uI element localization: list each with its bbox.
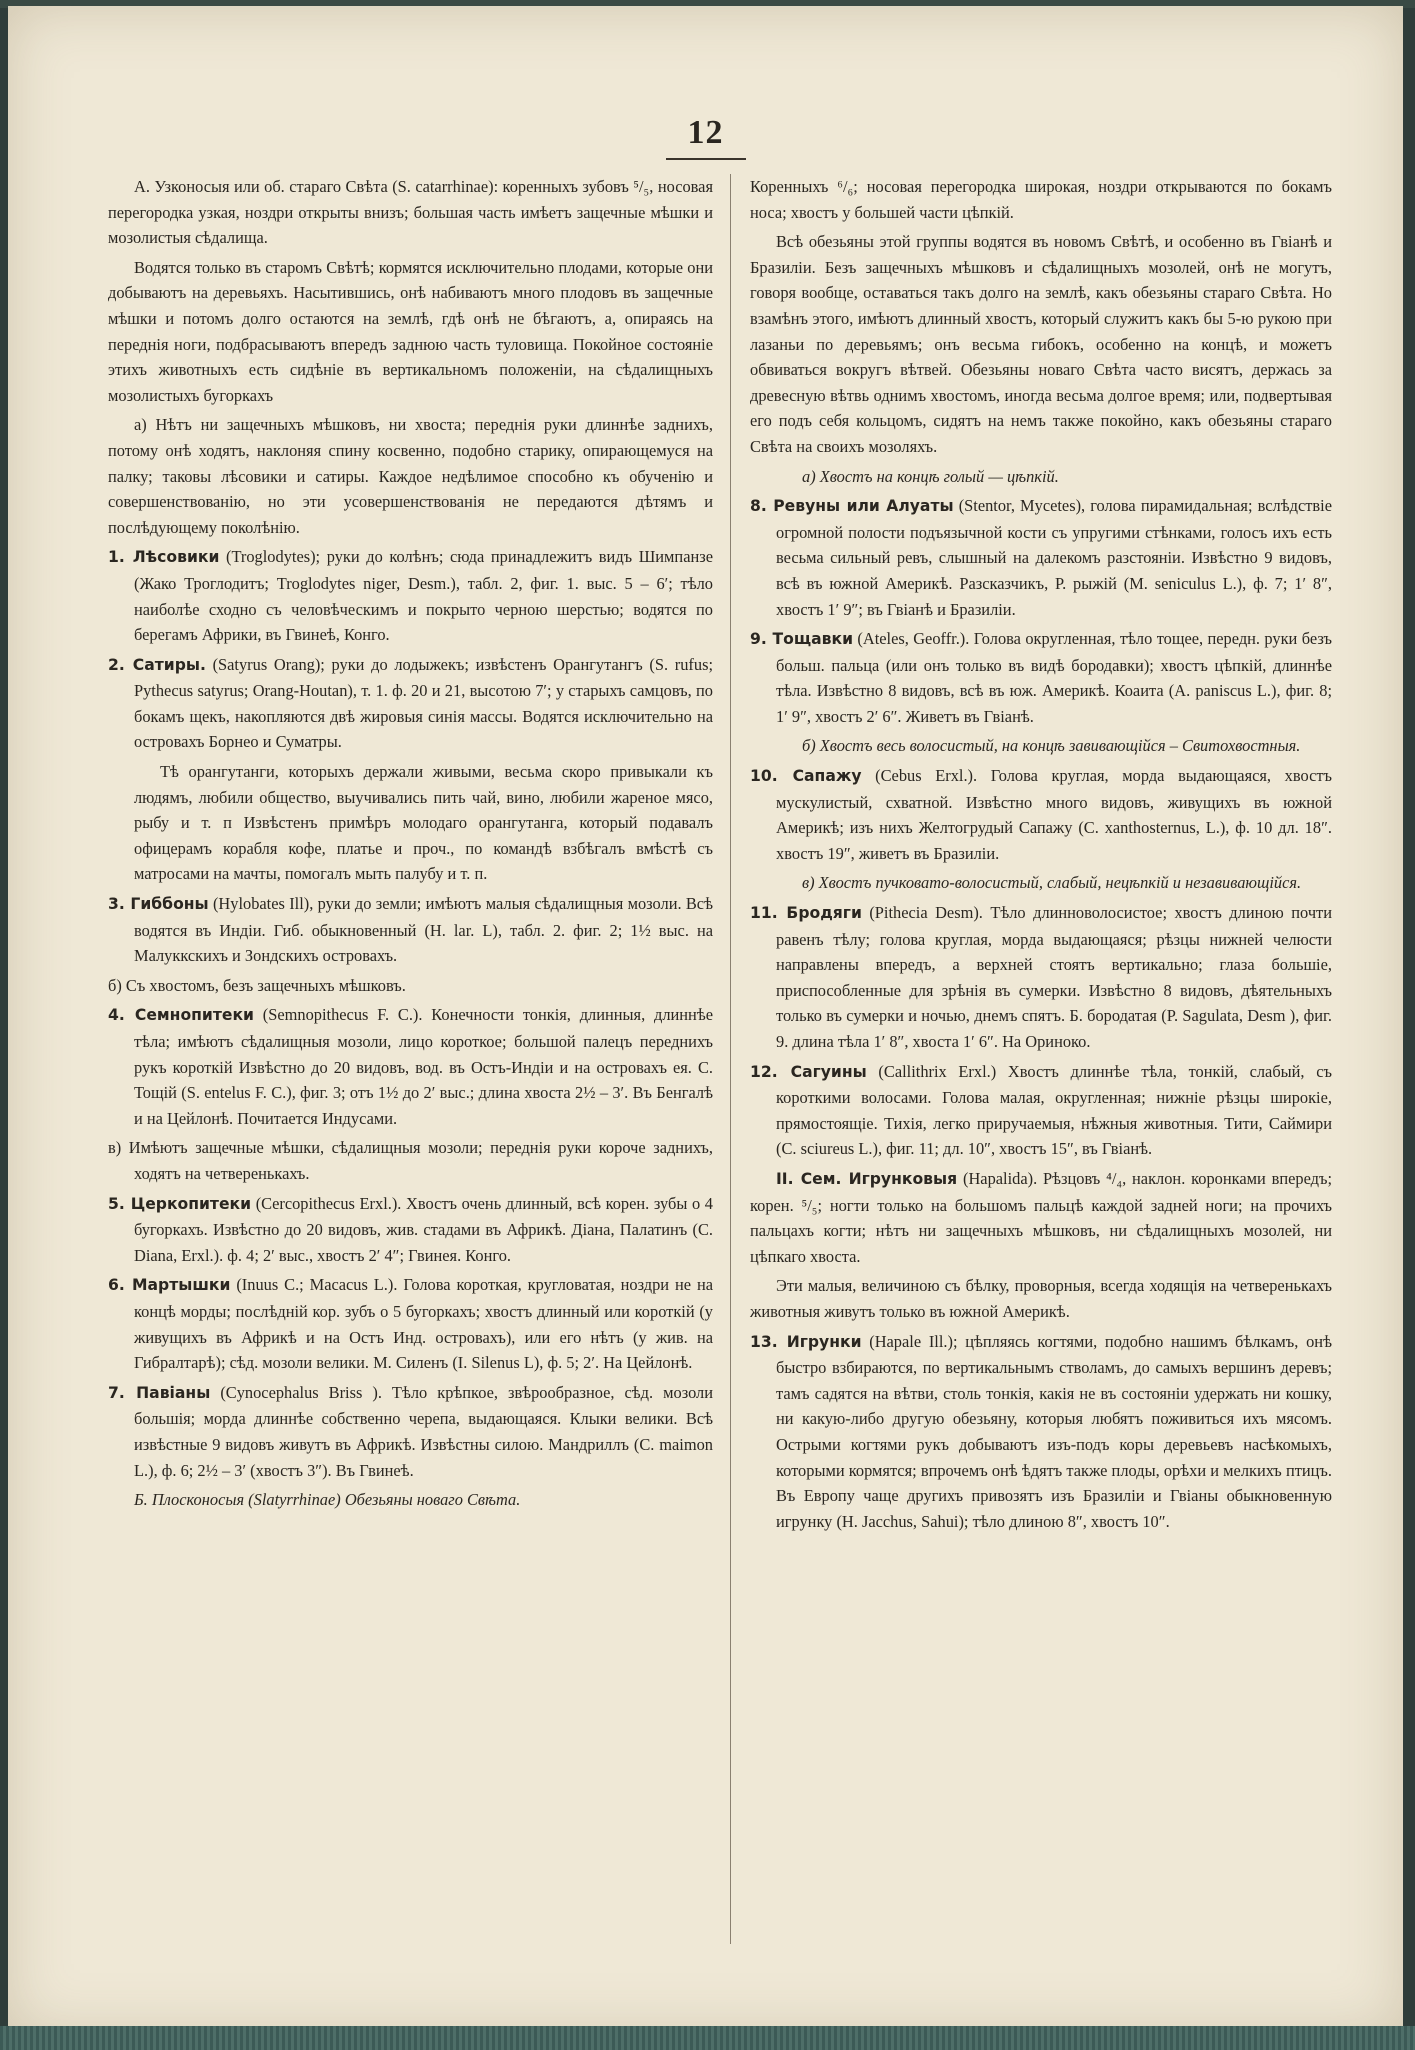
entry-2-name: 2. Сатиры.: [108, 655, 206, 674]
entry-9: [750, 626, 1332, 729]
entry-4-name: 4. Семнопитеки: [108, 1006, 254, 1025]
entry-4-text: (Semnopithecus F. C.). Конечности тонкія, длинныя, длиннѣе тѣла; имѣютъ сѣдалищныя мозоли, лицо короткое; большой палецъ переднихъ рукъ короткій Извѣстно до 20 видовъ, вод. въ Остъ-Индіи и на островахъ ея. С. Тощій (S. entelus F. C.), фиг. 3; отъ 1½ до 2′ выс.; длина хвоста 2½ – 3′. Въ Бенгалѣ и на Цейлонѣ. Почитается Индусами.: [134, 1005, 713, 1128]
new-world-habits: Всѣ обезьяны этой группы водятся въ новомъ Свѣтѣ, и особенно въ Гвіанѣ и Бразиліи. Безъ защечныхъ мѣшковъ и сѣдалищныхъ мозолей, онѣ не могутъ, говоря вообще, оставаться такъ долго на землѣ, какъ обезьяны стараго Свѣта. Но взамѣнъ этого, имѣютъ длинный хвостъ, который служитъ какъ бы 5-ю рукою при лазаньи по деревьямъ; онъ весьма гибокъ, особенно на концѣ, и можетъ обвиваться вокругъ вѣтвей. Обезьяны новаго Свѣта часто висятъ, держась за древесную вѣтвь однимъ хвостомъ, иногда весьма долгое время; или, подвертывая его подъ себя кольцомъ, сидятъ на немъ также покойно, какъ обезьяны стараго Свѣта на своихъ мозоляхъ.: [750, 232, 1332, 456]
entry-9-text: (Ateles, Geoffr.). Голова округленная, тѣло тощее, передн. руки безъ больш. пальца (или онъ только въ видѣ бородавки); хвостъ цѣпкій, длиннѣе тѣла. Извѣстно 8 видовъ, всѣ въ юж. Америкѣ. Коаита (A. paniscus L.), фиг. 8; 1′ 9″, хвостъ 2′ 6″. Живетъ въ Гвіанѣ.: [776, 629, 1332, 726]
entry-2-text: (Satyrus Orang); руки до лодыжекъ; извѣстенъ Орангутангъ (S. rufus; Pythecus satyrus; Orang-Houtan), т. 1. ф. 20 и 21, высотою 7′; у старыхъ самцовъ, по бокамъ щекъ, накопляются двѣ жировыя синія массы. Водятся исключительно на островахъ Борнео и Суматры.: [134, 654, 713, 752]
entry-5-name: 5. Церкопитеки: [108, 1194, 252, 1213]
page-number: 12: [8, 114, 1403, 160]
family-2-name: II. Сем. Игрунковыя: [776, 1169, 958, 1188]
new-world-continued: Коренныхъ ⁶/₆; носовая перегородка широкая, ноздри открываются по бокамъ носа; хвостъ у большей части цѣпкій.: [750, 177, 1332, 222]
entry-2: [108, 652, 713, 755]
entry-10-text: (Cebus Erxl.). Голова круглая, морда выдающаяся, хвостъ мускулистый, схватной. Извѣстно много видовъ, живущихъ въ южной Америкѣ; изъ нихъ Желтогрудый Сапажу (C. xanthosternus, L.), ф. 10 дл. 18″. хвостъ 19″, живетъ въ Бразиліи.: [776, 766, 1332, 863]
entry-1: [108, 544, 713, 647]
entry-1-name: 1. Лѣсовики: [108, 548, 220, 567]
entry-5-text: (Cercopithecus Erxl.). Хвостъ очень длинный, всѣ корен. зубы о 4 бугоркахъ. Извѣстно до 20 видовъ, жив. стадами въ Африкѣ. Діана, Палатинъ (C. Diana, Erxl.). ф. 4; 2′ выс., хвостъ 2′ 4″; Гвинея. Конго.: [134, 1193, 713, 1265]
entry-7-name: 7. Павіаны: [108, 1383, 211, 1402]
intro-narrow-nosed: А. Узконосыя или об. стараго Свѣта (S. catarrhinae): коренныхъ зубовъ ⁵/₅, носовая перегородка узкая, ноздри открыты внизъ; большая часть имѣетъ защечные мѣшки и мозолистыя сѣдалища.: [108, 177, 713, 248]
entry-13: [750, 1329, 1332, 1535]
entry-10-name: 10. Сапажу: [750, 767, 862, 786]
group-a-header: а) Нѣтъ ни защечныхъ мѣшковъ, ни хвоста; переднія руки длиннѣе заднихъ, потому онѣ ходятъ, наклоняя спину косвенно, подобно старику, опирающемуся на палку; таковы лѣсовики и сатиры. Каждое недѣлимое способно къ обученію и совершенствованію, но эти усовершенствованія не передаются дѣтямъ и послѣдующему поколѣнію.: [108, 415, 713, 537]
family-2: [750, 1166, 1332, 1269]
entry-13-text: (Hapale Ill.); цѣпляясь когтями, подобно нашимъ бѣлкамъ, онѣ быстро взбираются, по вертикальнымъ стволамъ, до самыхъ вершинъ деревъ; тамъ садятся на вѣтви, столь тонкія, какія не въ состояніи удержать ни кошку, ни какую-либо другую обезьяну, которыя любятъ поживиться ихъ мясомъ. Острыми когтями рукъ добываютъ изъ-подъ коры деревьевъ насѣкомыхъ, которыми кормятся; впрочемъ онѣ ѣдятъ также плоды, орѣхи и мелкихъ птицъ. Въ Европу чаще другихъ привозятъ изъ Бразиліи и Гвіаны обыкновенную игрунку (H. Jacchus, Sahui); тѣло длиною 8″, хвостъ 10″.: [776, 1331, 1332, 1531]
group-a-tail-header: а) Хвостъ на концѣ голый — цѣпкій.: [802, 466, 1059, 486]
entry-2-note: Тѣ орангутанги, которыхъ держали живыми, весьма скоро привыкали къ людямъ, любили общество, выучивались пить чай, вино, любили жареное мясо, рыбу и т. п Извѣстенъ примѣръ молодаго орангутанга, который подавалъ офицерамъ корабля кофе, платье и проч., по командѣ взбѣгалъ вмѣстѣ съ матросами на мачты, помогалъ мыть палубу и т. п.: [134, 762, 713, 884]
entry-8-name: 8. Ревуны или Алуаты: [750, 497, 954, 516]
entry-12-name: 12. Сагуины: [750, 1062, 867, 1081]
right-column: [750, 174, 1332, 1538]
entry-13-name: 13. Игрунки: [750, 1332, 862, 1351]
entry-5: [108, 1191, 713, 1269]
entry-11-text: (Pithecia Desm). Тѣло длинноволосистое; хвостъ длиною почти равенъ тѣлу; голова круглая, морда выдающаяся; рѣзцы нижней челюсти направлены впередъ, а верхней стоятъ вертикально; глаза большіе, приспособленные для зрѣнія въ сумерки. Извѣстно 8 видовъ, дѣятельныхъ только въ сумерки и ночью, днемъ спятъ. Б. бородатая (P. Sagulata, Desm ), фиг. 9. длина тѣла 1′ 8″, хвоста 1′ 6″. На Ориноко.: [776, 903, 1332, 1051]
entry-7: [108, 1380, 713, 1483]
entry-3: [108, 891, 713, 969]
entry-1-text: (Troglodytes); руки до колѣнъ; сюда принадлежитъ видъ Шимпанзе (Жако Троглодитъ; Troglodytes niger, Desm.), табл. 2, фиг. 1. выс. 5 – 6′; тѣло наиболѣе сходно съ человѣческимъ и покрыто черною шерстью; водятся по берегамъ Африки, въ Гвинеѣ, Конго.: [134, 547, 713, 645]
entry-3-name: 3. Гиббоны: [108, 895, 209, 914]
group-v-header: в) Имѣютъ защечные мѣшки, сѣдалищныя мозоли; переднія руки короче заднихъ, ходятъ на четверенькахъ.: [108, 1138, 713, 1183]
entry-9-name: 9. Тощавки: [750, 630, 853, 649]
entry-6-text: (Inuus C.; Macacus L.). Голова короткая, кругловатая, ноздри не на концѣ морды; послѣдній кор. зубъ о 5 бугоркахъ; хвостъ длинный или короткій (у живущихъ въ Африкѣ и на Остъ Инд. островахъ), или его нѣтъ (у жив. на Гибралтарѣ); сѣд. мозоли велики. М. Силенъ (I. Silenus L), ф. 5; 2′. На Цейлонѣ.: [134, 1275, 713, 1373]
entry-12: [750, 1059, 1332, 1162]
entry-11: [750, 900, 1332, 1055]
column-divider: [730, 174, 731, 1944]
entry-8: [750, 493, 1332, 622]
family-2-note: Эти малыя, величиною съ бѣлку, проворныя, всегда ходящія на четверенькахъ животныя живутъ только въ южной Америкѣ.: [750, 1276, 1332, 1321]
family-2-text: (Hapalida). Рѣзцовъ ⁴/₄, наклон. коронками впередъ; корен. ⁵/₅; ногти только на большомъ пальцѣ каждой задней ноги; на прочихъ пальцахъ когти; нѣтъ ни защечныхъ мѣшковъ, ни сѣдалищныхъ мозолей, ни цѣпкаго хвоста.: [750, 1168, 1333, 1266]
entry-6-name: 6. Мартышки: [108, 1276, 231, 1295]
group-b-tail-header: б) Хвостъ весь волосистый, на концѣ завивающійся – Свитохвостныя.: [802, 736, 1301, 756]
old-world-habits: Водятся только въ старомъ Свѣтѣ; кормятся исключительно плодами, которые они добываютъ на деревьяхъ. Насытившись, онѣ набиваютъ много плодовъ въ защечные мѣшки и потомъ долго остаются на землѣ, гдѣ онѣ не бѣгаютъ, а, опираясь на переднія ноги, подбрасываютъ впередъ заднюю часть туловища. Покойное состояніе этихъ животныхъ есть сидѣніе въ вертикальномъ положеніи, на сѣдалищныхъ мозолистыхъ бугоркахъ: [108, 257, 713, 405]
entry-12-text: (Callithrix Erxl.) Хвостъ длиннѣе тѣла, тонкій, слабый, съ короткими волосами. Голова малая, округленная; нижніе рѣзцы широкіе, прямостоящіе. Тихія, легко приручаемыя, нѣжныя животныя. Тити, Саймири (C. sciureus L.), фиг. 11; дл. 10″, хвостъ 15″, въ Гвіанѣ.: [776, 1061, 1332, 1159]
group-v-tail-header: в) Хвостъ пучковато-волосистый, слабый, нецѣпкій и незавивающійся.: [802, 873, 1302, 893]
intro-flat-nosed: Б. Плосконосыя (Slatyrrhinae) Обезьяны новаго Свѣта.: [134, 1490, 521, 1510]
left-column: [108, 174, 713, 1517]
entry-11-name: 11. Бродяги: [750, 904, 862, 923]
scan-bottom-edge: [0, 2026, 1415, 2050]
group-b-header: б) Съ хвостомъ, безъ защечныхъ мѣшковъ.: [108, 975, 406, 995]
entry-10: [750, 763, 1332, 866]
entry-7-text: (Cynocephalus Briss ). Тѣло крѣпкое, звѣрообразное, сѣд. мозоли большія; морда длиннѣе собственно черепа, выдающаяся. Клыки велики. Всѣ извѣстные 9 видовъ живутъ въ Африкѣ. Извѣстны силою. Мандриллъ (C. maimon L.), ф. 6; 2½ – 3′ (хвостъ 3″). Въ Гвинеѣ.: [134, 1382, 714, 1480]
entry-4: [108, 1002, 713, 1131]
entry-8-text: (Stentor, Mycetes), голова пирамидальная; вслѣдствіе огромной полости подъязычной кости съ упругими стѣнками, голосъ ихъ есть весьма сильный ревъ, слышный на далекомъ разстояніи. Извѣстно 9 видовъ, всѣ въ южной Америкѣ. Разсказчикъ, Р. рыжій (M. seniculus L.), ф. 7; 1′ 8″, хвостъ 1′ 9″; въ Гвіанѣ и Бразиліи.: [776, 496, 1332, 619]
page-sheet: [8, 6, 1403, 2036]
entry-3-text: (Hylobates Ill), руки до земли; имѣютъ малыя сѣдалищныя мозоли. Всѣ водятся въ Индіи. Гиб. обыкновенный (H. lar. L), табл. 2. фиг. 2; 1½ выс. на Малуккскихъ и Зондскихъ островахъ.: [134, 894, 713, 966]
entry-6: [108, 1272, 713, 1375]
